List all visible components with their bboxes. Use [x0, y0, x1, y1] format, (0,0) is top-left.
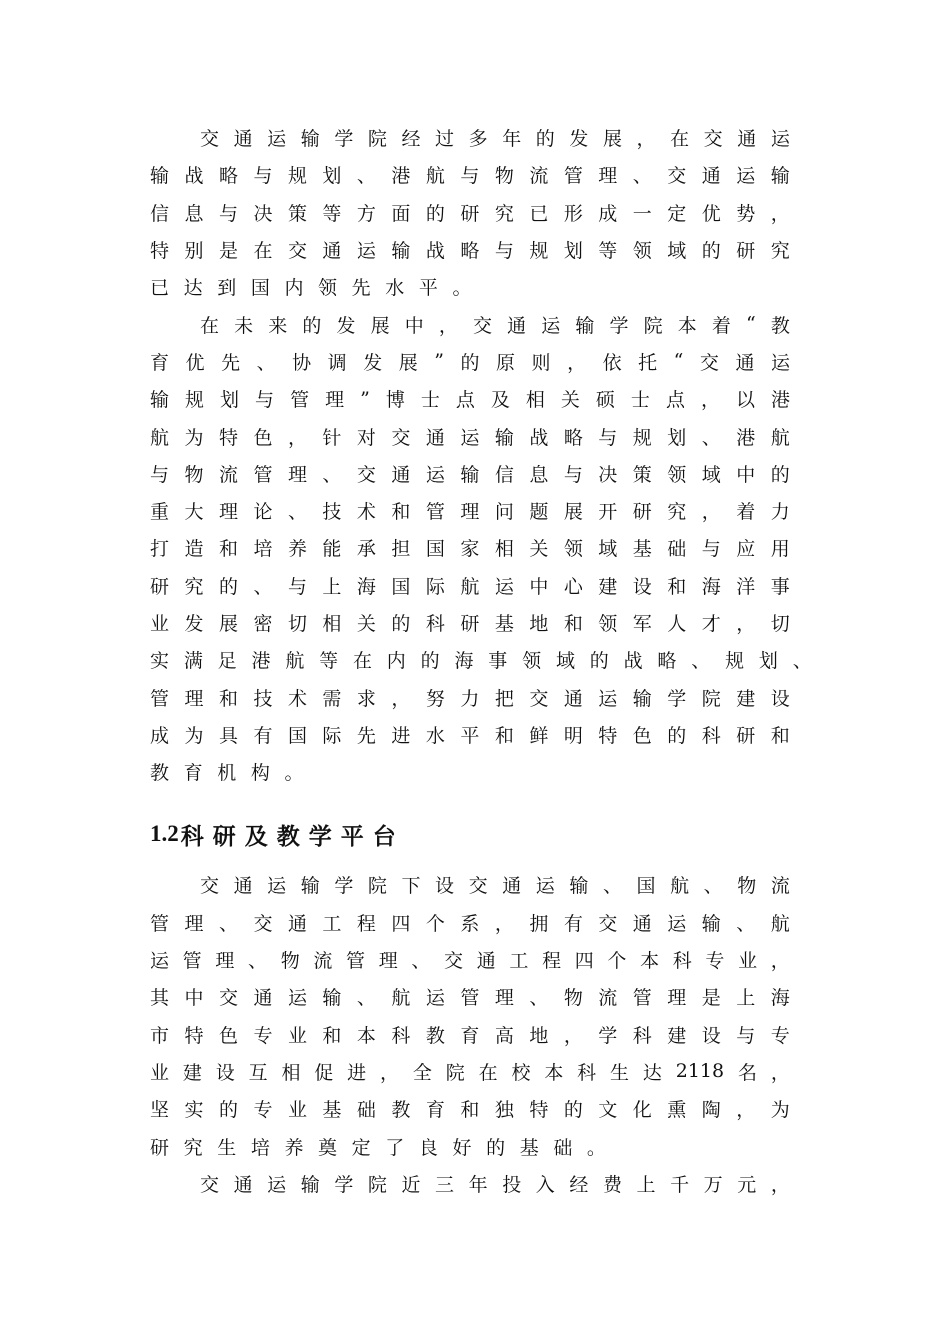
text-line: 管 理 和 技 术 需 求 ， 努 力 把 交 通 运 输 学 院 建 设 — [150, 687, 790, 710]
text-line: 成 为 具 有 国 际 先 进 水 平 和 鲜 明 特 色 的 科 研 和 — [150, 724, 790, 747]
text-line: 交 通 运 输 学 院 经 过 多 年 的 发 展 ， 在 交 通 运 — [200, 128, 790, 151]
section-title: 科 研 及 教 学 平 台 — [180, 823, 396, 849]
paragraph-p3 — [150, 866, 790, 1164]
text-line: 市 特 色 专 业 和 本 科 教 育 高 地 ， 学 科 建 设 与 专 — [150, 1024, 790, 1047]
text-line: 研 究 生 培 养 奠 定 了 良 好 的 基 础 。 — [150, 1136, 606, 1159]
text-line: 坚 实 的 专 业 基 础 教 育 和 独 特 的 文 化 熏 陶 ， 为 — [150, 1099, 790, 1122]
text-line: 重 大 理 论 、 技 术 和 管 理 问 题 展 开 研 究 ， 着 力 — [150, 501, 790, 524]
intro-paragraphs — [150, 119, 812, 790]
text-line: 育 优 先 、 协 调 发 展 ” 的 原 则 ， 依 托 “ 交 通 运 — [150, 350, 790, 374]
text-line: 实 满 足 港 航 等 在 内 的 海 事 领 域 的 战 略 、 规 划 、 — [150, 650, 812, 673]
text-line: 管 理 、 交 通 工 程 四 个 系 ， 拥 有 交 通 运 输 、 航 — [150, 912, 790, 935]
platform-paragraphs — [150, 866, 790, 1202]
text-line: 教 育 机 构 。 — [150, 762, 304, 785]
text-line: 研 究 的 、 与 上 海 国 际 航 运 中 心 建 设 和 海 洋 事 — [150, 575, 790, 598]
text-line: 与 物 流 管 理 、 交 通 运 输 信 息 与 决 策 领 域 中 的 — [150, 463, 790, 486]
document-body — [150, 119, 812, 1202]
text-line: 已 达 到 国 内 领 先 水 平 。 — [150, 277, 472, 300]
text-line: 输 规 划 与 管 理 ” 博 士 点 及 相 关 硕 士 点 ， 以 港 — [150, 387, 790, 412]
paragraph-p4 — [150, 1165, 790, 1202]
text-line: 业 发 展 密 切 相 关 的 科 研 基 地 和 领 军 人 才 ， 切 — [150, 613, 790, 635]
text-line: 交 通 运 输 学 院 下 设 交 通 运 输 、 国 航 、 物 流 — [200, 875, 790, 898]
text-line: 运 管 理 、 物 流 管 理 、 交 通 工 程 四 个 本 科 专 业 ， — [150, 950, 790, 973]
text-line: 航 为 特 色 ， 针 对 交 通 运 输 战 略 与 规 划 、 港 航 — [150, 426, 790, 449]
text-line: 输 战 略 与 规 划 、 港 航 与 物 流 管 理 、 交 通 运 输 — [150, 165, 790, 188]
text-line: 交 通 运 输 学 院 近 三 年 投 入 经 费 上 千 万 元 ， — [200, 1173, 790, 1196]
text-line: 打 造 和 培 养 能 承 担 国 家 相 关 领 域 基 础 与 应 用 — [150, 538, 790, 561]
text-line: 业 建 设 互 相 促 进 ， 全 院 在 校 本 科 生 达 2118 名 ， — [150, 1060, 790, 1084]
paragraph-p2 — [150, 305, 812, 790]
text-line: 其 中 交 通 运 输 、 航 运 管 理 、 物 流 管 理 是 上 海 — [150, 987, 790, 1010]
section-heading — [150, 816, 790, 852]
text-line: 信 息 与 决 策 等 方 面 的 研 究 已 形 成 一 定 优 势 ， — [150, 202, 790, 225]
paragraph-p1 — [150, 119, 790, 305]
text-line: 在 未 来 的 发 展 中 ， 交 通 运 输 学 院 本 着 “ 教 — [200, 313, 790, 337]
section-number: 1.2 — [150, 821, 179, 847]
text-line: 特 别 是 在 交 通 运 输 战 略 与 规 划 等 领 域 的 研 究 — [150, 240, 790, 263]
